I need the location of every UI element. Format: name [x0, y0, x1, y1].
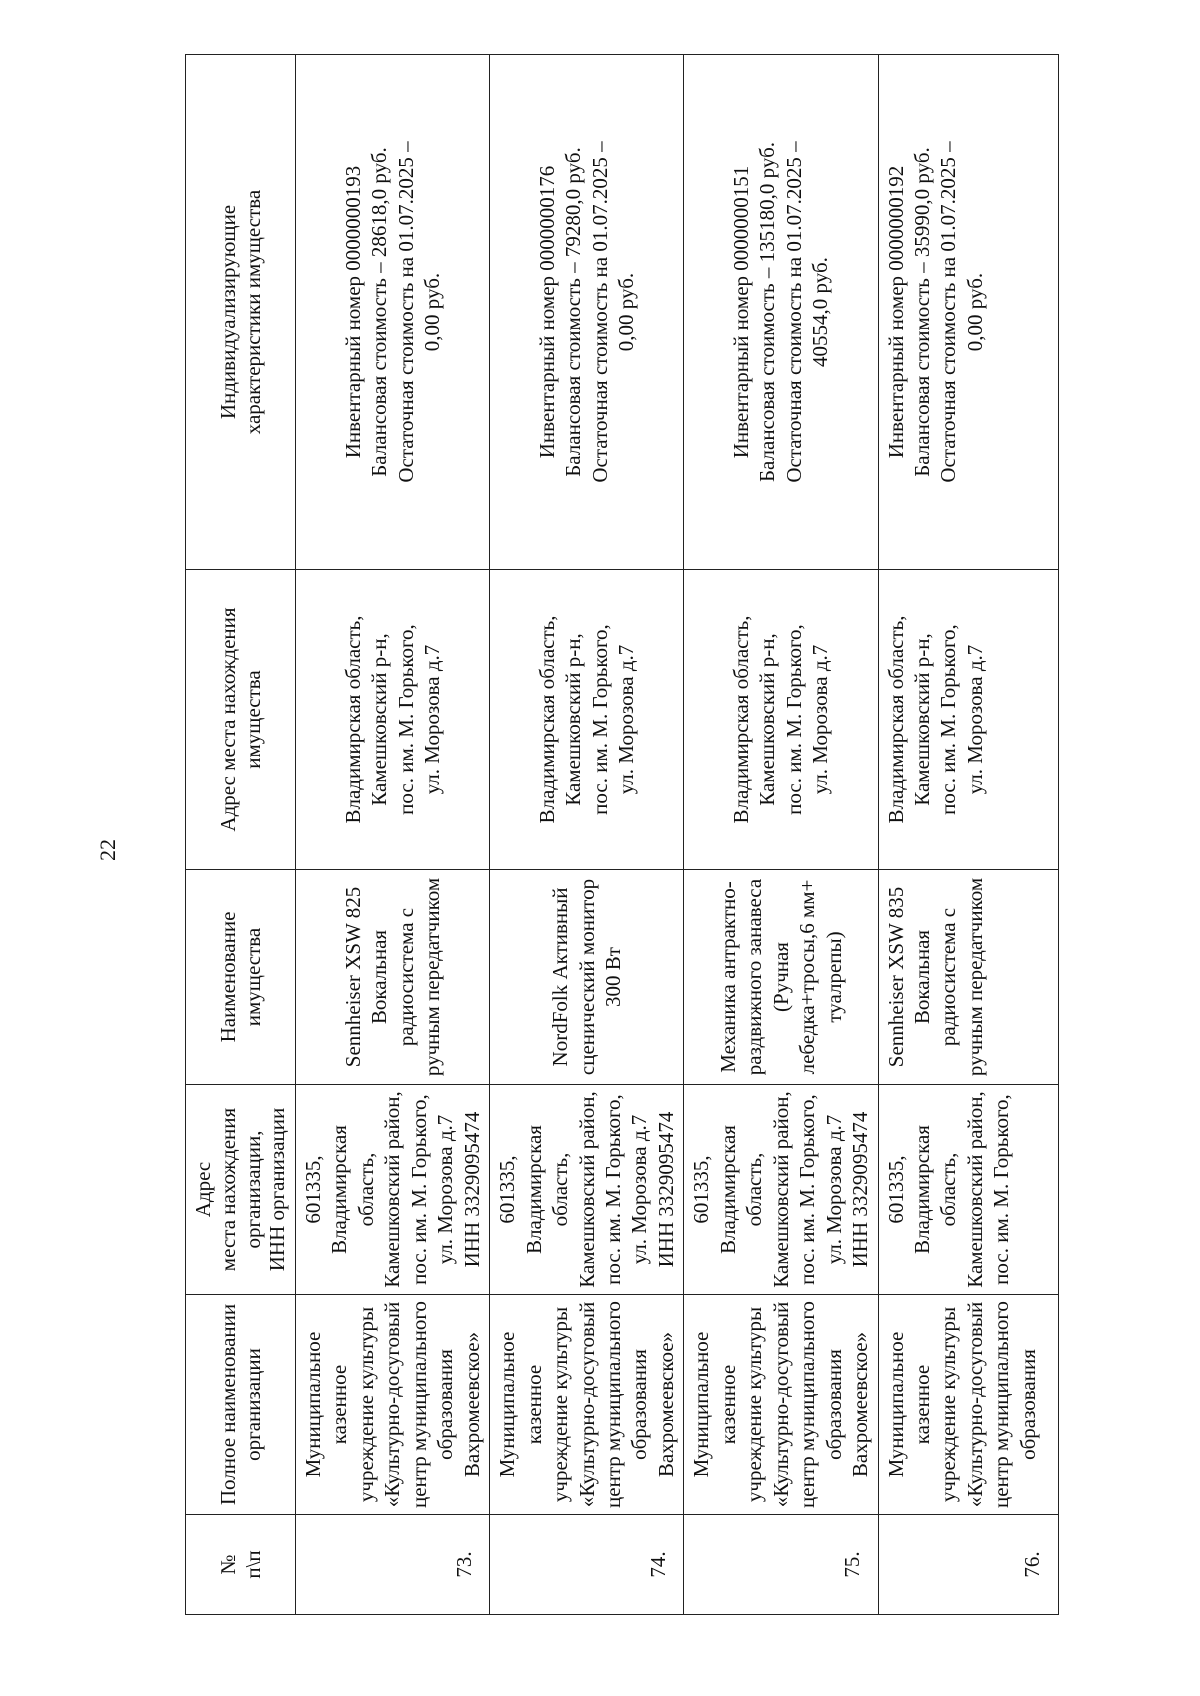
property-characteristics-cell: Инвентарный номер 0000000151 Балансовая стоимость – 135180,0 руб. Остаточная стоимость на 01.07.2025 – 40554,0 руб.: [684, 55, 878, 570]
property-address-cell: Владимирская область, Камешковский р-н, пос. им. М. Горького, ул. Морозова д.7: [684, 570, 878, 870]
property-name-cell: Механика антрактно- раздвижного занавеса (Ручная лебедка+тросы,6 мм+ туалрепы): [684, 870, 878, 1085]
row-number: 74.: [490, 1515, 684, 1615]
org-address-cell: 601335, Владимирская область, Камешковский район, пос. им. М. Горького, ул. Морозова д.7 ИНН 3329095474: [684, 1085, 878, 1295]
table-row: [490, 55, 684, 1615]
property-characteristics-cell: Инвентарный номер 0000000192 Балансовая стоимость – 35990,0 руб. Остаточная стоимость на 01.07.2025 – 0,00 руб.: [878, 55, 1058, 570]
property-address-cell: Владимирская область, Камешковский р-н, пос. им. М. Горького, ул. Морозова д.7: [296, 570, 490, 870]
table-row: [684, 55, 878, 1615]
header-num: № п\п: [186, 1515, 296, 1615]
page-number: 22: [95, 839, 120, 861]
table-header-row: [186, 55, 296, 1615]
header-org-address: Адрес места нахождения организации, ИНН организации: [186, 1085, 296, 1295]
org-address-cell: 601335, Владимирская область, Камешковский район, пос. им. М. Горького, ул. Морозова д.7 ИНН 3329095474: [490, 1085, 684, 1295]
property-address-cell: Владимирская область, Камешковский р-н, пос. им. М. Горького, ул. Морозова д.7: [490, 570, 684, 870]
property-address-cell: Владимирская область, Камешковский р-н, пос. им. М. Горького, ул. Морозова д.7: [878, 570, 1058, 870]
org-name-cell: Муниципальное казенное учреждение культуры «Культурно-досуговый центр муниципального образования Вахромеевское»: [684, 1295, 878, 1515]
table-row: [878, 55, 1058, 1615]
rotated-table-wrapper: [185, 55, 1045, 1615]
header-property-characteristics: Индивидуализирующие характеристики имущества: [186, 55, 296, 570]
row-number: 76.: [878, 1515, 1058, 1615]
org-name-cell: Муниципальное казенное учреждение культуры «Культурно-досуговый центр муниципального образования Вахромеевское»: [490, 1295, 684, 1515]
property-table: [185, 54, 1059, 1615]
org-name-cell: Муниципальное казенное учреждение культуры «Культурно-досуговый центр муниципального образования Вахромеевское»: [296, 1295, 490, 1515]
property-name-cell: Sennheiser XSW 825 Вокальная радиосистема с ручным передатчиком: [296, 870, 490, 1085]
property-characteristics-cell: Инвентарный номер 0000000176 Балансовая стоимость – 79280,0 руб. Остаточная стоимость на 01.07.2025 – 0,00 руб.: [490, 55, 684, 570]
property-characteristics-cell: Инвентарный номер 0000000193 Балансовая стоимость – 28618,0 руб. Остаточная стоимость на 01.07.2025 – 0,00 руб.: [296, 55, 490, 570]
row-number: 75.: [684, 1515, 878, 1615]
org-address-cell: 601335, Владимирская область, Камешковский район, пос. им. М. Горького,: [878, 1085, 1058, 1295]
property-name-cell: Sennheiser XSW 835 Вокальная радиосистема с ручным передатчиком: [878, 870, 1058, 1085]
property-name-cell: NordFolk Активный сценический монитор 300 Вт: [490, 870, 684, 1085]
table-row: [296, 55, 490, 1615]
org-address-cell: 601335, Владимирская область, Камешковский район, пос. им. М. Горького, ул. Морозова д.7 ИНН 3329095474: [296, 1085, 490, 1295]
row-number: 73.: [296, 1515, 490, 1615]
org-name-cell: Муниципальное казенное учреждение культуры «Культурно-досуговый центр муниципального образования: [878, 1295, 1058, 1515]
header-property-name: Наименование имущества: [186, 870, 296, 1085]
header-org-name: Полное наименовании организации: [186, 1295, 296, 1515]
header-property-address: Адрес места нахождения имущества: [186, 570, 296, 870]
